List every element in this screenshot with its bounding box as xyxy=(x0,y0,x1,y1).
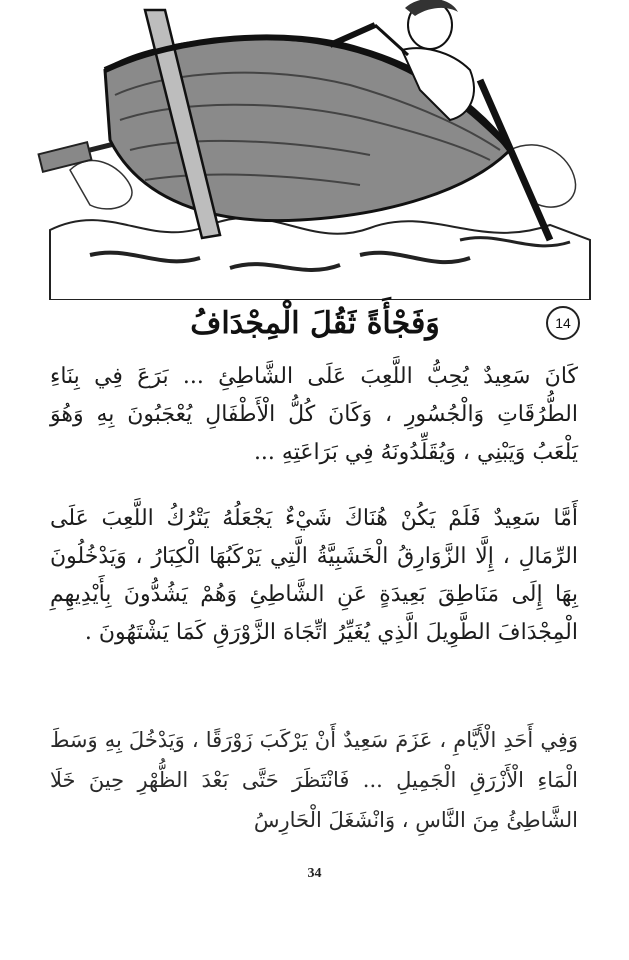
chapter-number-badge: 14 xyxy=(546,306,580,340)
paragraph-1: كَانَ سَعِيدٌ يُحِبُّ اللَّعِبَ عَلَى الشَّاطِئِ ... بَرَعَ فِي بِنَاءِ الطُّرُقَاتِ وَالْجُسُورِ ، وَكَانَ كُلُّ الْأَطْفَالِ يُعْجَبُونَ بِهِ وَهُوَ يَلْعَبُ وَيَبْنِي ، وَيُقَلِّدُونَهُ فِي بَرَاعَتِهِ ... xyxy=(50,364,578,465)
paragraph-3: وَفِي أَحَدِ الْأَيَّامِ ، عَزَمَ سَعِيدٌ أَنْ يَرْكَبَ زَوْرَقًا ، وَيَدْخُلَ بِهِ وَسَطَ الْمَاءِ الْأَزْرَقِ الْجَمِيلِ ... فَانْتَظَرَ حَتَّى بَعْدَ الظُّهْرِ حِينَ خَلَا الشَّاطِئُ مِنَ النَّاسِ ، وَانْشَغَلَ الْحَارِسُ xyxy=(50,728,578,832)
paragraph-2: أَمَّا سَعِيدٌ فَلَمْ يَكُنْ هُنَاكَ شَيْءٌ يَجْعَلُهُ يَتْرُكُ اللَّعِبَ عَلَى الرِّمَالِ ، إِلَّا الزَّوَارِقُ الْخَشَبِيَّةُ الَّتِي يَرْكَبُهَا الْكِبَارُ ، وَيَدْخُلُونَ بِهَا إِلَى مَنَاطِقَ بَعِيدَةٍ عَنِ الشَّاطِئِ وَهُمْ يَشُدُّونَ بِأَيْدِيهِمِ الْمِجْدَافَ الطَّوِيلَ الَّذِي يُغَيِّرُ اتِّجَاهَ الزَّوْرَقِ كَمَا يَشْتَهُونَ . xyxy=(50,506,578,645)
chapter-header xyxy=(70,298,571,348)
boat-illustration xyxy=(30,0,600,300)
chapter-title: وَفَجْأَةً ثَقُلَ الْمِجْدَافُ xyxy=(190,305,440,341)
page-number: 34 xyxy=(307,866,322,881)
